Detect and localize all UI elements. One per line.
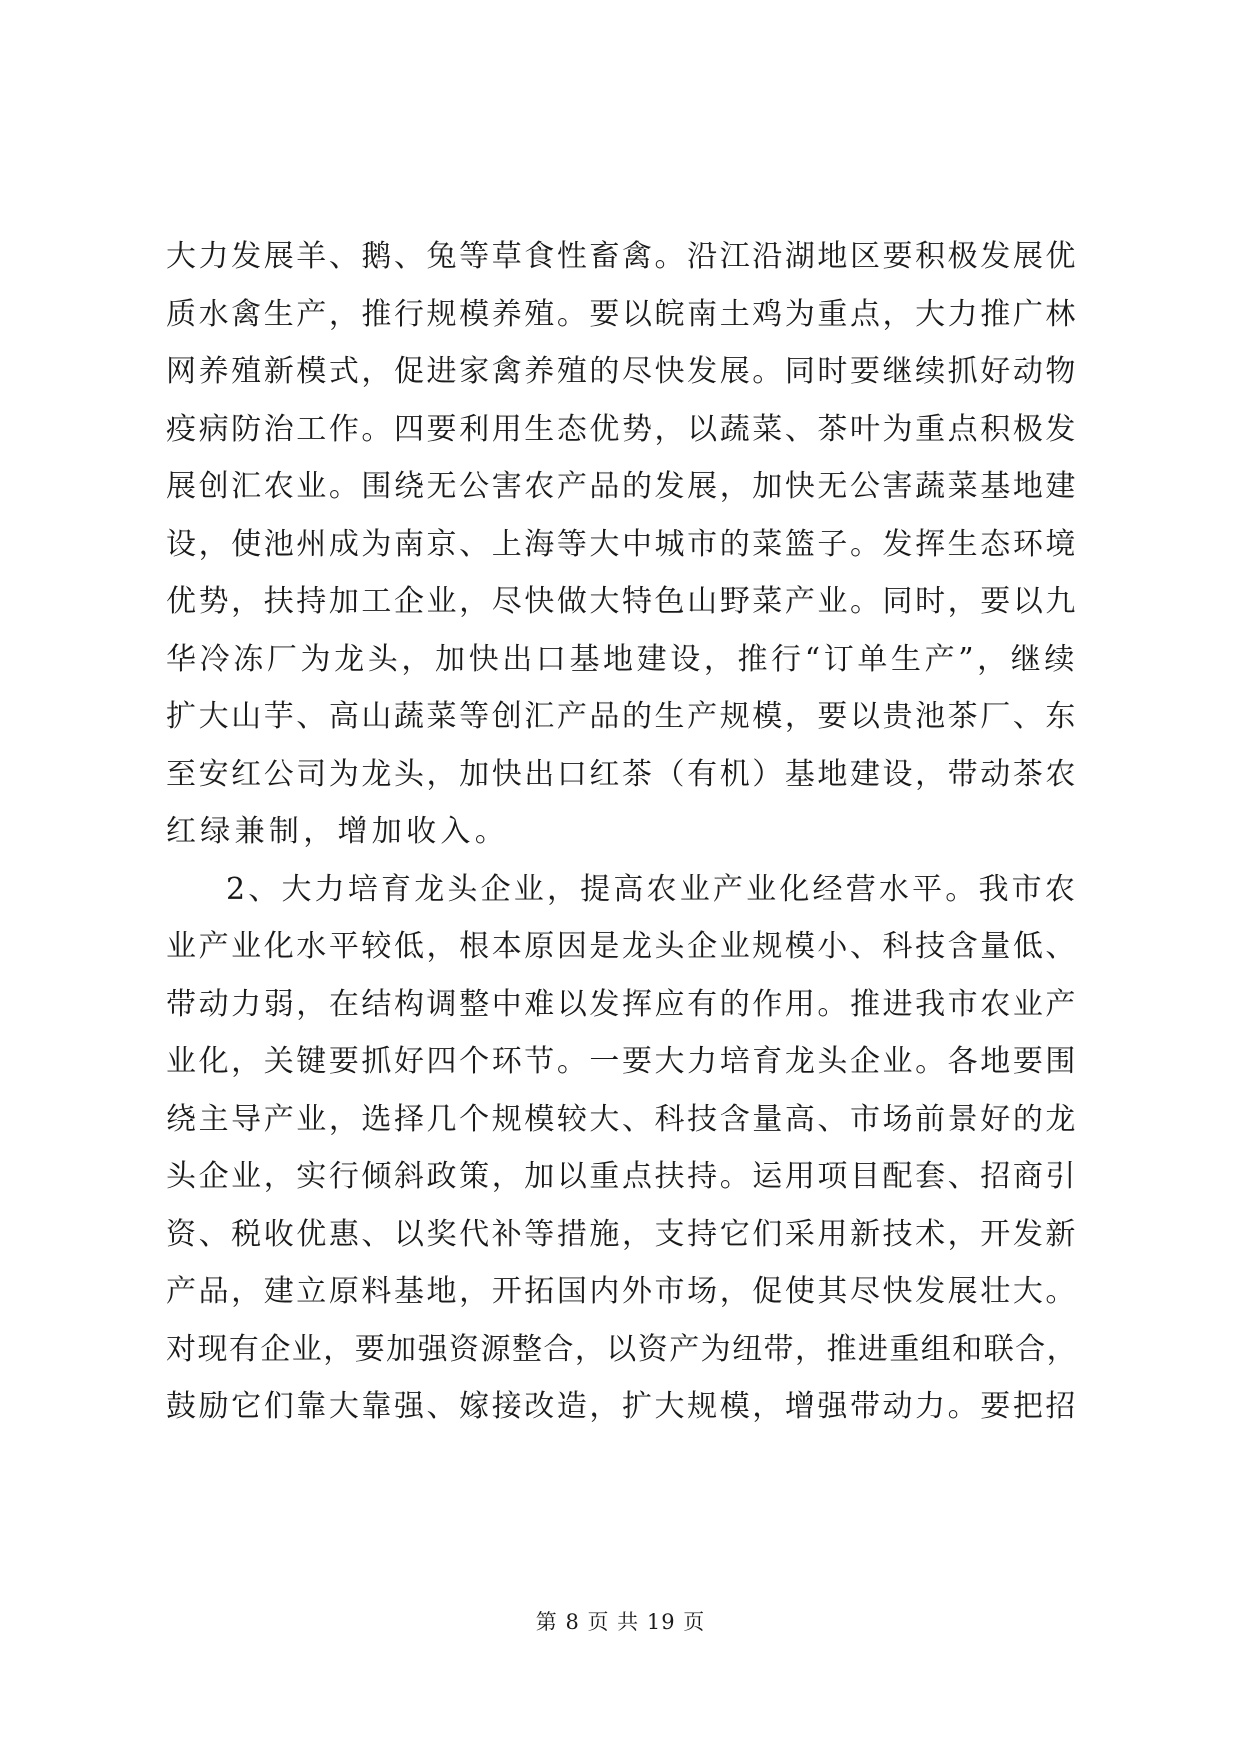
text-line: 设，使池州成为南京、上海等大中城市的菜篮子。发挥生态环境 xyxy=(166,526,1078,562)
body-text xyxy=(166,228,1078,1436)
text-line: 绕主导产业，选择几个规模较大、科技含量高、市场前景好的龙 xyxy=(166,1101,1078,1137)
text-line: 至安红公司为龙头，加快出口红茶（有机）基地建设，带动茶农 xyxy=(166,756,1078,792)
text-line: 优势，扶持加工企业，尽快做大特色山野菜产业。同时，要以九 xyxy=(166,584,1078,619)
text-line: 大力发展羊、鹅、兔等草食性畜禽。沿江沿湖地区要积极发展优 xyxy=(166,239,1078,274)
text-line: 头企业，实行倾斜政策，加以重点扶持。运用项目配套、招商引 xyxy=(166,1159,1078,1194)
text-line: 网养殖新模式，促进家禽养殖的尽快发展。同时要继续抓好动物 xyxy=(166,354,1078,389)
text-line: 业产业化水平较低，根本原因是龙头企业规模小、科技含量低、 xyxy=(166,929,1078,964)
text-line: 鼓励它们靠大靠强、嫁接改造，扩大规模，增强带动力。要把招 xyxy=(166,1389,1078,1424)
text-line: 展创汇农业。围绕无公害农产品的发展，加快无公害蔬菜基地建 xyxy=(166,469,1078,504)
page-number-footer: 第 8 页 共 19 页 xyxy=(535,1610,706,1634)
text-line: 带动力弱，在结构调整中难以发挥应有的作用。推进我市农业产 xyxy=(166,986,1078,1022)
text-line: 对现有企业，要加强资源整合，以资产为纽带，推进重组和联合， xyxy=(166,1331,1079,1367)
text-line: 2、大力培育龙头企业，提高农业产业化经营水平。我市农 xyxy=(226,871,1079,907)
text-line: 疫病防治工作。四要利用生态优势，以蔬菜、茶叶为重点积极发 xyxy=(166,411,1078,447)
text-line: 产品，建立原料基地，开拓国内外市场，促使其尽快发展壮大。 xyxy=(166,1274,1078,1309)
text-line: 资、税收优惠、以奖代补等措施，支持它们采用新技术，开发新 xyxy=(166,1216,1078,1252)
text-line: 华冷冻厂为龙头，加快出口基地建设，推行“订单生产”，继续 xyxy=(166,641,1079,677)
text-line: 质水禽生产，推行规模养殖。要以皖南土鸡为重点，大力推广林 xyxy=(166,296,1078,332)
text-line: 业化，关键要抓好四个环节。一要大力培育龙头企业。各地要围 xyxy=(166,1044,1078,1079)
text-line: 红绿兼制，增加收入。 xyxy=(166,814,509,849)
text-line: 扩大山芋、高山蔬菜等创汇产品的生产规模，要以贵池茶厂、东 xyxy=(166,699,1078,734)
